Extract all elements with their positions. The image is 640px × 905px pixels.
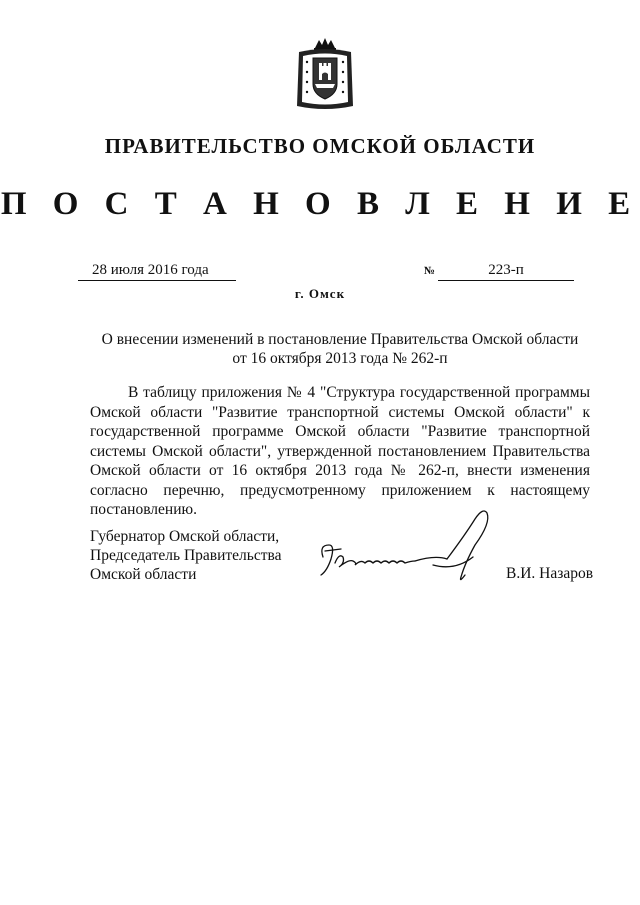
subject-line-1: О внесении изменений в постановление Правительства Омской области [101, 331, 579, 348]
document-number: 223-п [438, 262, 574, 281]
document-city: г. Омск [294, 286, 346, 301]
signer-title-line-1: Губернатор Омской области, [90, 528, 280, 545]
document-type-title: П О С Т А Н О В Л Е Н И Е [0, 186, 640, 222]
document-subject [90, 330, 590, 368]
signer-title-line-2: Председатель Правительства [90, 547, 282, 564]
body-paragraph: В таблицу приложения № 4 "Структура государственной программы Омской области "Развитие транспортной системы Омской области" к государственной программе Омской области "Развитие транспортной системы Омской области", утвержденной постановлением Правительства Омской области от 16 октября 2013 года № 262-п, внести изменения согласно перечню, предусмотренному приложением к настоящему постановлению. [90, 384, 590, 518]
document-number-field [424, 262, 574, 281]
number-sign: № [424, 265, 436, 277]
organization-title: ПРАВИТЕЛЬСТВО ОМСКОЙ ОБЛАСТИ [104, 134, 536, 158]
subject-line-2: от 16 октября 2013 года № 262-п [232, 350, 448, 367]
coat-of-arms-icon [293, 36, 357, 114]
signer-name: В.И. Назаров [506, 565, 594, 582]
handwritten-signature [315, 505, 495, 585]
document-date: 28 июля 2016 года [78, 262, 236, 281]
signer-title [90, 527, 320, 584]
signer-title-line-3: Омской области [90, 566, 197, 583]
